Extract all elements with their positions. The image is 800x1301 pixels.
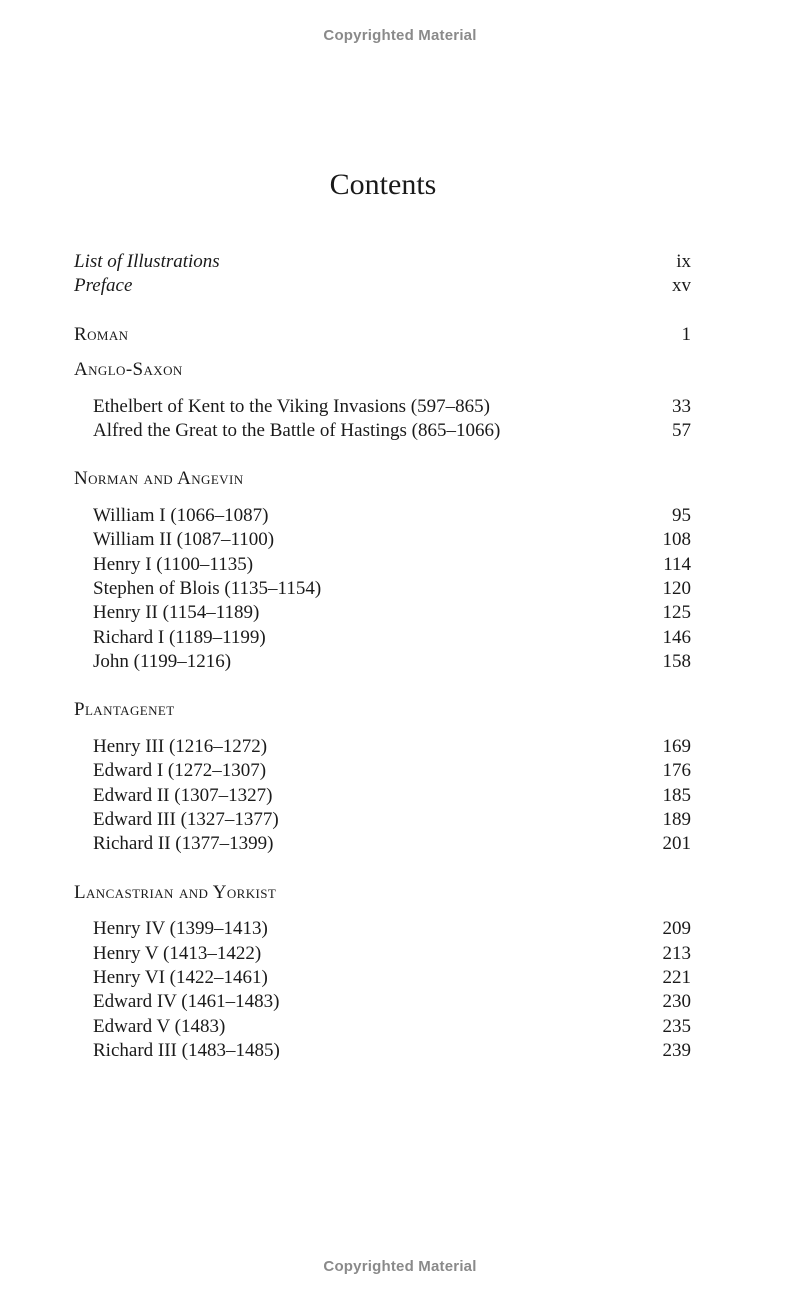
toc-entry-label: Henry II (1154–1189) <box>93 602 260 624</box>
toc-entry-page: 239 <box>662 1040 691 1062</box>
toc-entry-page: 146 <box>662 626 691 648</box>
toc-entry-page: 1 <box>681 323 691 345</box>
toc-entry-page: 108 <box>662 529 691 551</box>
toc-entry-label: Edward II (1307–1327) <box>93 784 273 806</box>
toc-entry-label: Edward V (1483) <box>93 1015 226 1037</box>
toc-entry-label: William I (1066–1087) <box>93 504 269 526</box>
toc-entry-label: Henry I (1100–1135) <box>93 553 254 575</box>
toc-entry-page: 185 <box>662 784 691 806</box>
toc-entry-label: Edward I (1272–1307) <box>93 760 267 782</box>
section-heading: Norman and Angevin <box>74 468 244 490</box>
watermark-top: Copyrighted Material <box>323 27 477 44</box>
toc-section-anglo-saxon <box>74 358 691 382</box>
toc-entry[interactable] <box>74 990 691 1014</box>
toc-entry-label: Henry IV (1399–1413) <box>93 918 268 940</box>
toc-entry[interactable] <box>74 832 691 856</box>
toc-entry-page: 57 <box>672 419 691 441</box>
toc-entry-label: Edward III (1327–1377) <box>93 809 279 831</box>
toc-entry[interactable] <box>74 577 691 601</box>
toc-entry[interactable] <box>74 395 691 419</box>
toc-entry-page: 213 <box>662 942 691 964</box>
toc-entry-page: 230 <box>662 991 691 1013</box>
section-heading: Lancastrian and Yorkist <box>74 881 277 903</box>
toc-entry-page: xv <box>672 275 691 297</box>
toc-entry-page: 176 <box>662 760 691 782</box>
section-heading: Anglo-Saxon <box>74 359 183 381</box>
toc-entry[interactable] <box>74 553 691 577</box>
toc-entry[interactable] <box>74 1039 691 1063</box>
toc-entry[interactable] <box>74 917 691 941</box>
toc-entry[interactable] <box>74 808 691 832</box>
watermark-bottom: Copyrighted Material <box>323 1258 477 1275</box>
toc-entry-page: 114 <box>663 553 691 575</box>
toc-entry[interactable] <box>74 419 691 443</box>
toc-entry[interactable] <box>74 601 691 625</box>
toc-entry[interactable] <box>74 504 691 528</box>
toc-entry-label: Henry III (1216–1272) <box>93 735 268 757</box>
toc-entry-label: List of Illustrations <box>74 251 220 272</box>
toc-entry-label: Henry VI (1422–1461) <box>93 966 268 988</box>
toc-entry-page: 120 <box>662 577 691 599</box>
toc-entry[interactable] <box>74 626 691 650</box>
toc-entry-label: Alfred the Great to the Battle of Hastings (865–1066) <box>93 419 501 441</box>
toc-entry-page: 201 <box>662 833 691 855</box>
section-heading: Plantagenet <box>74 699 175 721</box>
table-of-contents <box>74 250 691 1064</box>
page-title: Contents <box>329 168 437 201</box>
toc-entry[interactable] <box>74 942 691 966</box>
toc-section-plantagenet <box>74 698 691 722</box>
toc-entry-page: 33 <box>672 395 691 417</box>
toc-section-roman[interactable] <box>74 323 691 347</box>
toc-entry[interactable] <box>74 759 691 783</box>
toc-entry-label: Stephen of Blois (1135–1154) <box>93 577 322 599</box>
toc-entry-page: ix <box>676 251 691 272</box>
toc-entry-page: 235 <box>662 1015 691 1037</box>
toc-entry[interactable] <box>74 784 691 808</box>
toc-entry-label: Preface <box>74 275 133 297</box>
toc-entry-page: 209 <box>662 918 691 940</box>
toc-entry[interactable] <box>74 528 691 552</box>
toc-entry-page: 169 <box>662 735 691 757</box>
toc-entry-page: 221 <box>662 966 691 988</box>
section-heading: Roman <box>74 323 129 345</box>
toc-section-norman-and-angevin <box>74 467 691 491</box>
toc-entry-label: John (1199–1216) <box>93 651 232 673</box>
toc-entry-label: Ethelbert of Kent to the Viking Invasions (597–865) <box>93 395 490 417</box>
toc-entry[interactable] <box>74 966 691 990</box>
toc-entry-label: Henry V (1413–1422) <box>93 942 262 964</box>
toc-entry-preface[interactable] <box>74 274 691 298</box>
toc-entry[interactable] <box>74 735 691 759</box>
toc-entry-label: Richard III (1483–1485) <box>93 1040 280 1062</box>
toc-entry-page: 95 <box>672 504 691 526</box>
toc-entry-page: 125 <box>662 602 691 624</box>
toc-entry-label: William II (1087–1100) <box>93 529 275 551</box>
toc-section-lancastrian-and-yorkist <box>74 881 691 905</box>
toc-entry[interactable] <box>74 650 691 674</box>
toc-entry-page: 189 <box>662 809 691 831</box>
toc-entry-list-of-illustrations[interactable] <box>74 250 691 274</box>
toc-entry-page: 158 <box>662 651 691 673</box>
toc-entry-label: Richard I (1189–1199) <box>93 626 266 648</box>
toc-entry-label: Richard II (1377–1399) <box>93 833 274 855</box>
toc-entry[interactable] <box>74 1015 691 1039</box>
toc-entry-label: Edward IV (1461–1483) <box>93 991 280 1013</box>
